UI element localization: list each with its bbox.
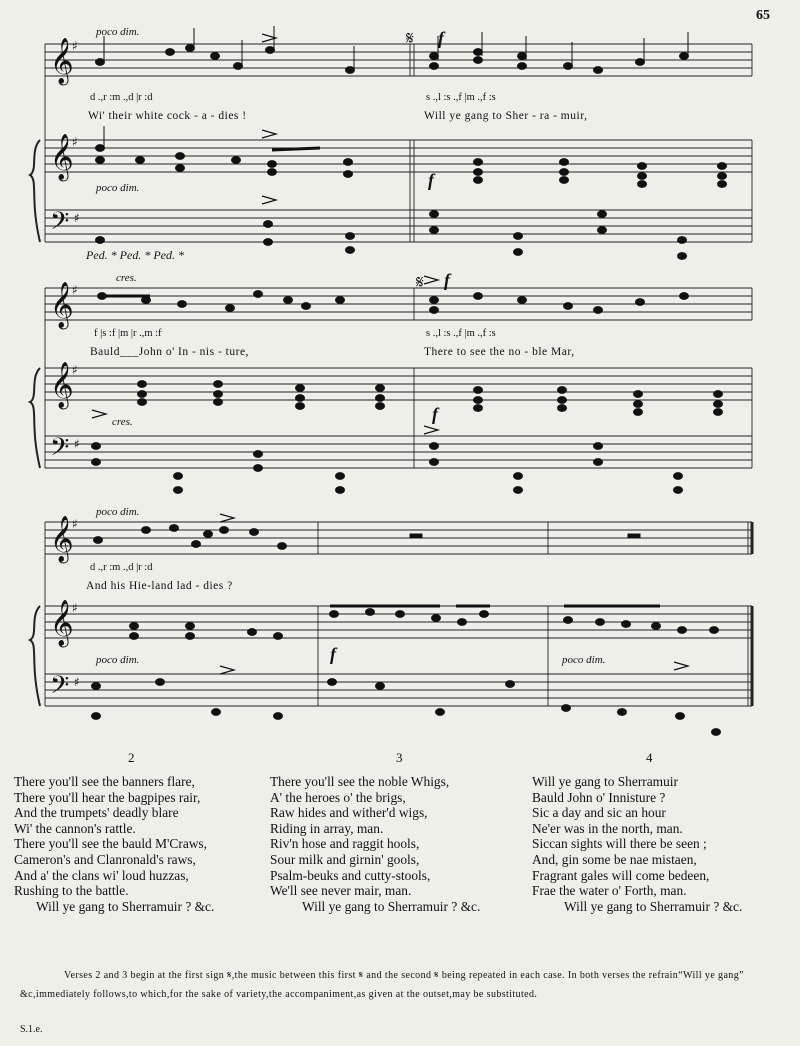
treble-staff-2: [45, 368, 752, 400]
footnote: Verses 2 and 3 begin at the first sign 𝄋,the music between this first 𝄋 and the second 𝄋 being repeated in each case. In both verses the refrain“Will ye gang” &c,immediately follows,to which,for the sake of variety,the accompaniment,as given at the outset,may be substituted.: [20, 970, 744, 1000]
svg-text:♯: ♯: [72, 39, 78, 53]
bass-staff-2: [45, 436, 752, 468]
lyrics-line: Wi' their white cock - a - dies !: [88, 110, 247, 122]
treble-clef-icon: 𝄞: [50, 362, 74, 408]
dynamic-poco-dim: poco dim.: [96, 654, 140, 666]
notes-piano-3: [92, 606, 721, 735]
solfa-line: s .,l :s .,f |m .,f :s: [426, 328, 496, 339]
page-number: 65: [756, 8, 770, 23]
svg-text:♯: ♯: [72, 363, 78, 377]
treble-clef-icon: 𝄞: [50, 38, 74, 84]
verse-4: Will ye gang to Sherramuir Bauld John o' Innisture ? Sic a day and sic an hour Ne'er was in the north, man. Siccan sights will there be seen ; And, gin some be nae mistaen, Fragrant gales will come bedeen, Frae the water o' Forth, man. Will ye gang to Sherramuir ? &c.: [532, 774, 743, 914]
dynamic-poco-dim: poco dim.: [96, 506, 140, 518]
signature: S.1.e.: [20, 1024, 43, 1035]
voice-staff-1: [45, 44, 752, 76]
treble-clef-icon: 𝄞: [50, 282, 74, 328]
dynamic-cres: cres.: [116, 272, 137, 284]
dynamic-poco-dim: poco dim.: [96, 26, 140, 38]
treble-clef-icon: 𝄞: [50, 600, 74, 646]
notes-voice-1: [96, 26, 689, 73]
bass-clef-icon: 𝄢: [50, 207, 70, 242]
svg-text:♯: ♯: [74, 675, 80, 689]
verse-3: There you'll see the noble Whigs, A' the heroes o' the brigs, Raw hides and wither'd wigs, Riding in array, man. Riv'n hose and raggit hools, Sour milk and girnin' gools, Psalm-beuks and cutty-stools, We'll see never mair, man. Will ye gang to Sherramuir ? &c.: [270, 774, 481, 914]
bass-clef-icon: 𝄢: [50, 433, 70, 468]
dynamic-forte: f: [438, 28, 444, 48]
verse-2: There you'll see the banners flare, There you'll hear the bagpipes rair, And the trumpets' deadly blare Wi' the cannon's rattle. There you'll see the bauld M'Craws, Cameron's and Clanronald's raws, And a' the clans wi' loud huzzas, Rushing to the battle. Will ye gang to Sherramuir ? &c.: [14, 774, 215, 914]
voice-staff-2: [45, 288, 752, 320]
bass-clef-icon: 𝄢: [50, 671, 70, 706]
notes-piano-1: [96, 126, 727, 259]
dynamic-forte: f: [330, 644, 336, 664]
bass-staff-1: [45, 210, 752, 242]
lyrics-line: Will ye gang to Sher - ra - muir,: [424, 110, 588, 122]
segno-icon: 𝄋: [416, 272, 424, 293]
svg-text:♯: ♯: [72, 601, 78, 615]
svg-text:♯: ♯: [72, 135, 78, 149]
svg-text:♯: ♯: [74, 437, 80, 451]
dynamic-forte: f: [444, 270, 450, 290]
lyrics-line: Bauld___John o' In - nis - ture,: [90, 346, 249, 358]
solfa-line: s .,l :s .,f |m .,f :s: [426, 92, 496, 103]
solfa-line: f |s :f |m |r .,m :f: [94, 328, 162, 339]
dynamic-forte: f: [428, 170, 434, 190]
svg-text:♯: ♯: [72, 517, 78, 531]
dynamic-cres: cres.: [112, 416, 133, 428]
lyrics-line: There to see the no - ble Mar,: [424, 346, 575, 358]
verse-number: 4: [646, 750, 653, 765]
bass-staff-3: [45, 674, 752, 706]
notes-voice-2: [98, 291, 689, 314]
verse-number: 3: [396, 750, 403, 765]
treble-clef-icon: 𝄞: [50, 516, 74, 562]
lyrics-line: And his Hie-land lad - dies ?: [86, 580, 233, 592]
dynamic-forte: f: [432, 404, 438, 424]
pedal-markings: Ped. * Ped. * Ped. *: [86, 248, 184, 262]
solfa-line: d .,r :m .,d |r :d: [90, 562, 153, 573]
svg-text:♯: ♯: [72, 283, 78, 297]
dynamic-poco-dim: poco dim.: [562, 654, 606, 666]
solfa-line: d .,r :m .,d |r :d: [90, 92, 153, 103]
dynamic-poco-dim: poco dim.: [96, 182, 140, 194]
verse-number: 2: [128, 750, 135, 765]
segno-icon: 𝄋: [406, 28, 414, 49]
treble-clef-icon: 𝄞: [50, 134, 74, 180]
chords-right-1: [474, 159, 727, 188]
svg-text:♯: ♯: [74, 211, 80, 225]
notes-piano-2: [92, 381, 723, 494]
voice-staff-3: [45, 522, 752, 554]
